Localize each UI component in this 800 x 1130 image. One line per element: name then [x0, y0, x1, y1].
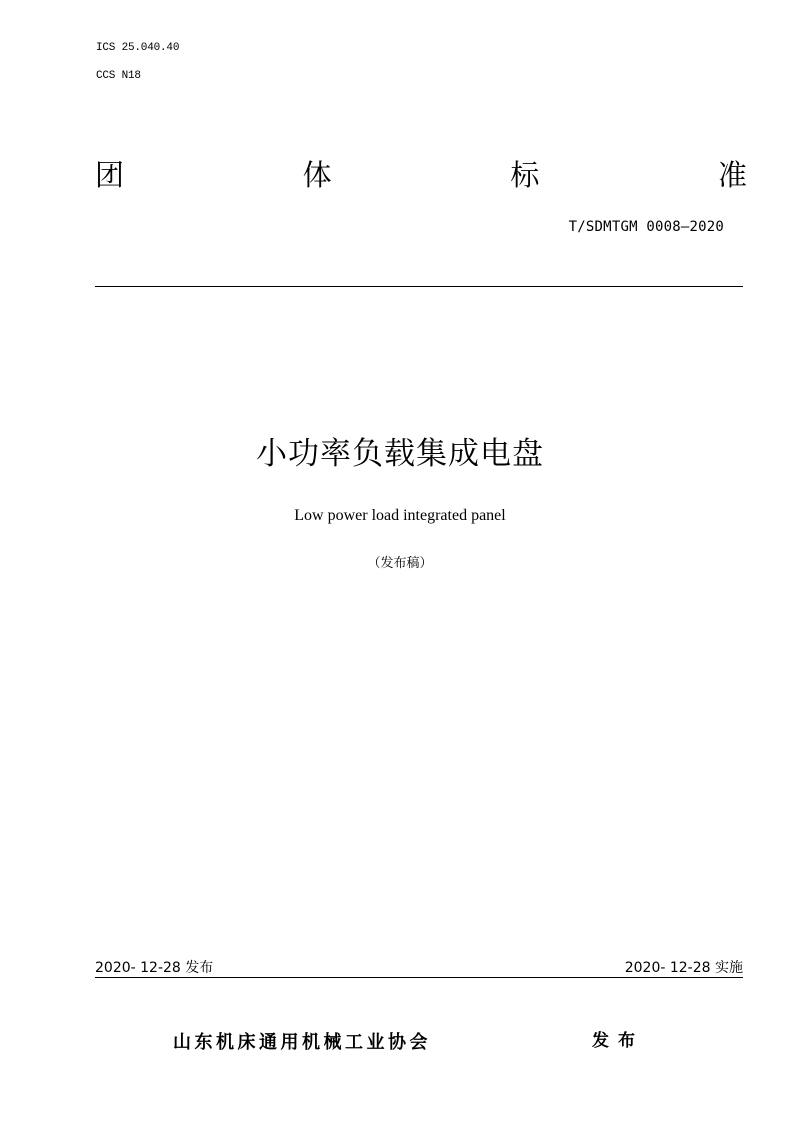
issuing-organization: 山东机床通用机械工业协会 — [173, 1032, 431, 1053]
top-divider — [95, 286, 743, 287]
standard-code: T/SDMTGM 0008—2020 — [568, 219, 724, 235]
standard-type-char: 准 — [717, 158, 747, 192]
standard-type-heading — [95, 155, 747, 195]
document-title-chinese: 小功率负载集成电盘 — [256, 436, 544, 472]
standard-type-char: 标 — [510, 158, 540, 192]
ics-code: ICS 25.040.40 — [96, 42, 180, 54]
standard-type-char: 体 — [302, 158, 332, 192]
issue-label: 发布 — [592, 1031, 644, 1051]
document-title-english: Low power load integrated panel — [294, 507, 506, 524]
bottom-divider — [95, 977, 743, 978]
document-status: （发布稿） — [367, 556, 433, 571]
publish-date: 2020- 12-28 发布 — [95, 960, 214, 976]
ccs-code: CCS N18 — [96, 70, 141, 82]
implement-date: 2020- 12-28 实施 — [624, 960, 743, 976]
standard-type-char: 团 — [95, 158, 125, 192]
